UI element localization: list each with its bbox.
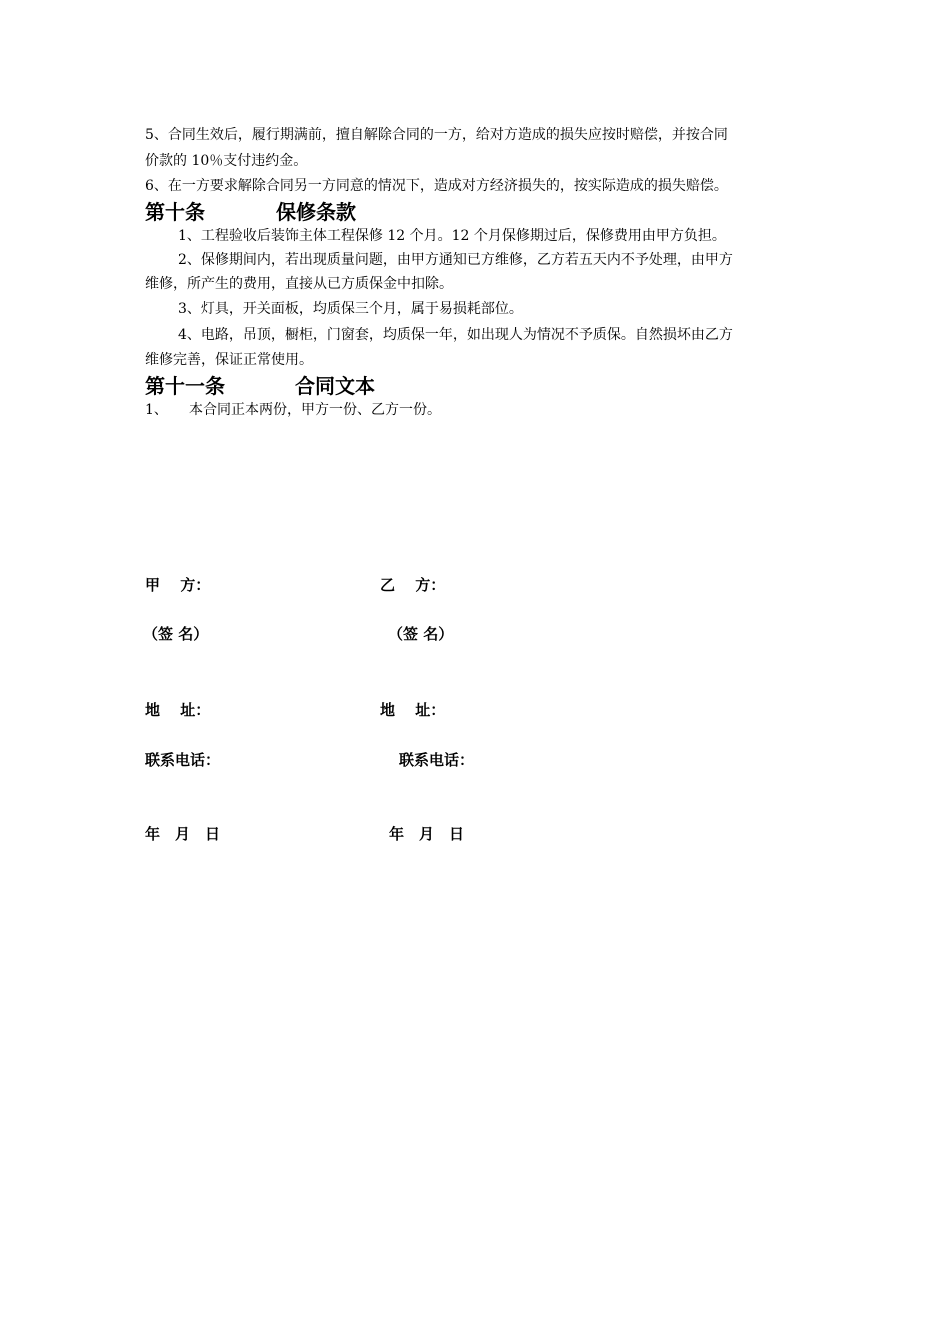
party-a-signature-label: （签 名） (143, 625, 209, 643)
article-10-title: 保修条款 (276, 200, 356, 224)
article-10-item-2-line-2: 维修，所产生的费用，直接从已方质保金中扣除。 (145, 276, 453, 292)
party-b-signature-label: （签 名） (388, 625, 454, 643)
party-a-phone-label: 联系电话： (145, 751, 221, 769)
article-11-item-1-number: 1、 (145, 402, 168, 418)
article-10-heading (145, 199, 356, 225)
article-10-item-2-line-1: 2、保修期间内，若出现质量问题，由甲方通知已方维修，乙方若五天内不予处理，由甲方 (178, 252, 733, 268)
clause-6: 6、在一方要求解除合同另一方同意的情况下，造成对方经济损失的，按实际造成的损失赔偿。 (145, 178, 728, 194)
party-b-address-label: 地 址： (380, 701, 446, 719)
clause-5-line-1: 5、合同生效后，履行期满前，擅自解除合同的一方，给对方造成的损失应按时赔偿，并按合同 (145, 127, 728, 143)
article-11-number: 第十一条 (145, 374, 225, 398)
article-11-item-1-text: 本合同正本两份，甲方一份、乙方一份。 (189, 402, 441, 418)
party-b-label: 乙 方： (380, 576, 446, 594)
article-10-number: 第十条 (145, 200, 205, 224)
article-10-item-3: 3、灯具，开关面板，均质保三个月，属于易损耗部位。 (178, 301, 523, 317)
party-a-label: 甲 方： (145, 576, 211, 594)
clause-5-line-2: 价款的 10％支付违约金。 (145, 153, 308, 169)
article-10-item-4-line-2: 维修完善，保证正常使用。 (145, 352, 313, 368)
party-b-date-label: 年 月 日 (389, 825, 465, 843)
article-10-item-4-line-1: 4、电路，吊顶，橱柜，门窗套，均质保一年，如出现人为情况不予质保。自然损坏由乙方 (178, 327, 733, 343)
article-11-title: 合同文本 (295, 374, 375, 398)
article-11-heading (145, 373, 375, 399)
party-a-date-label: 年 月 日 (145, 825, 221, 843)
party-b-phone-label: 联系电话： (399, 751, 475, 769)
party-a-address-label: 地 址： (145, 701, 211, 719)
article-10-item-1: 1、工程验收后装饰主体工程保修 12 个月。12 个月保修期过后，保修费用由甲方负担。 (178, 228, 726, 244)
